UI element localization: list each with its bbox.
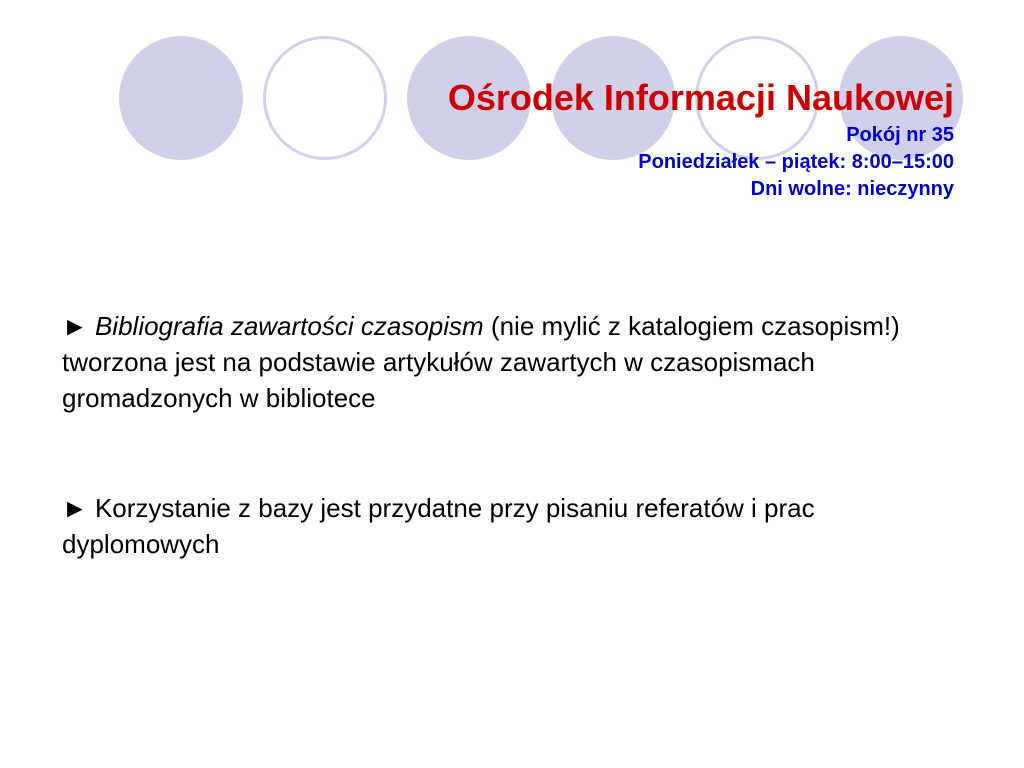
content-body <box>62 308 942 562</box>
bullet-term: Bibliografia zawartości czasopism <box>94 311 484 341</box>
room-info: Pokój nr 35 <box>846 124 954 146</box>
bullet-arrow-icon: ► <box>62 493 88 523</box>
opening-hours: Poniedziałek – piątek: 8:00–15:00 <box>638 151 954 173</box>
bullet-arrow-icon: ► <box>62 311 88 341</box>
page-title: Ośrodek Informacji Naukowej <box>447 77 954 118</box>
title-block <box>154 74 954 203</box>
bullet-text: Korzystanie z bazy jest przydatne przy pisaniu referatów i prac dyplomowych <box>62 493 815 559</box>
days-off-info: Dni wolne: nieczynny <box>750 178 954 200</box>
bullet-text: (nie mylić z katalogiem czasopism!) tworzona jest na podstawie artykułów zawartych w czasopismach gromadzonych w bibliotece <box>62 311 900 413</box>
bullet-item-usage <box>62 490 942 562</box>
bullet-item-bibliography <box>62 308 942 416</box>
